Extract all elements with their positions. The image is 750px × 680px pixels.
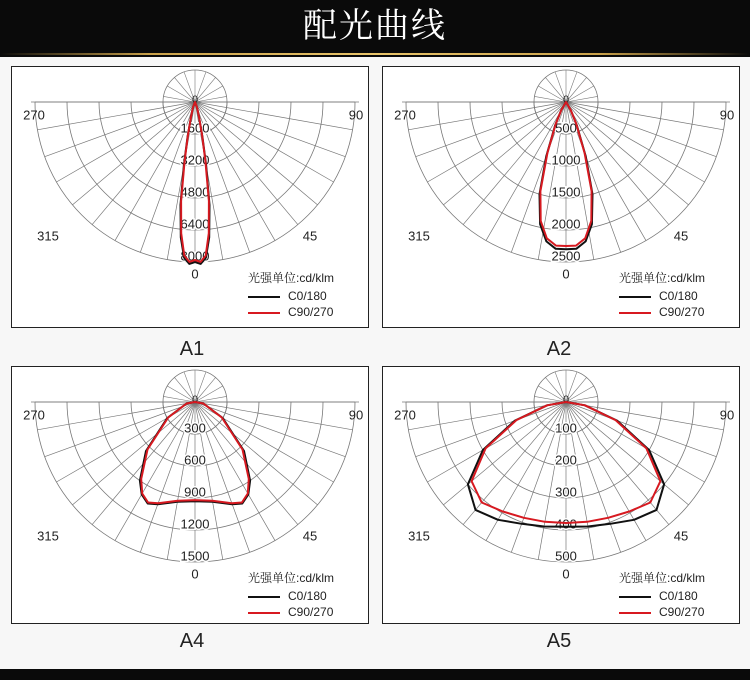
angle-label-315: 315 [408, 228, 430, 244]
angle-label-90: 90 [348, 407, 364, 423]
legend-label-c0: C0/180 [659, 589, 698, 604]
polar-chart-a2 [383, 67, 741, 329]
grid-spoke-upper [566, 77, 587, 102]
angle-label-bottom: 0 [191, 266, 199, 282]
radial-tick-label: 300 [555, 484, 577, 500]
angle-label-270: 270 [23, 407, 45, 423]
radial-tick-label: 6400 [180, 216, 210, 232]
angle-label-45: 45 [302, 228, 318, 244]
panel-caption-a2: A2 [546, 338, 572, 360]
legend-unit-label: 光强单位:cd/klm [248, 571, 335, 586]
legend-label-c90: C90/270 [659, 605, 705, 620]
legend-unit-label: 光强单位:cd/klm [619, 271, 706, 286]
grid-spoke-upper [195, 77, 216, 102]
panel-caption-a4: A4 [179, 630, 205, 652]
polar-chart-a1 [12, 67, 370, 329]
angle-label-270: 270 [23, 107, 45, 123]
angle-label-90: 90 [719, 107, 735, 123]
radial-tick-label: 1200 [180, 516, 210, 532]
chart-panel-a5 [382, 366, 740, 624]
grid-spoke-upper [195, 377, 216, 402]
angle-label-top: 0 [191, 93, 199, 106]
legend-label-c0: C0/180 [288, 589, 327, 604]
panel-caption-a5: A5 [546, 630, 572, 652]
legend-unit-label: 光强单位:cd/klm [619, 571, 706, 586]
chart-panel-a4 [11, 366, 369, 624]
radial-tick-label: 1600 [180, 120, 210, 136]
radial-tick-label: 2500 [551, 248, 581, 264]
bottom-bar [0, 669, 750, 680]
angle-label-270: 270 [394, 407, 416, 423]
page-title: 配光曲线 [303, 6, 447, 46]
angle-label-90: 90 [348, 107, 364, 123]
radial-tick-label: 600 [184, 452, 206, 468]
angle-label-bottom: 0 [562, 566, 570, 582]
angle-label-45: 45 [673, 528, 689, 544]
radial-tick-label: 500 [555, 548, 577, 564]
angle-label-315: 315 [408, 528, 430, 544]
radial-tick-label: 400 [555, 516, 577, 532]
radial-tick-label: 100 [555, 420, 577, 436]
radial-tick-label: 8000 [180, 248, 210, 264]
angle-label-bottom: 0 [562, 266, 570, 282]
legend-unit-label: 光强单位:cd/klm [248, 271, 335, 286]
chart-panel-a1 [11, 66, 369, 328]
polar-chart-a5 [383, 367, 741, 625]
angle-label-45: 45 [673, 228, 689, 244]
legend-label-c0: C0/180 [659, 289, 698, 304]
angle-label-315: 315 [37, 528, 59, 544]
radial-tick-label: 300 [184, 420, 206, 436]
legend-label-c0: C0/180 [288, 289, 327, 304]
legend-label-c90: C90/270 [659, 305, 705, 320]
radial-tick-label: 2000 [551, 216, 581, 232]
angle-label-315: 315 [37, 228, 59, 244]
angle-label-45: 45 [302, 528, 318, 544]
radial-tick-label: 500 [555, 120, 577, 136]
radial-tick-label: 3200 [180, 152, 210, 168]
radial-tick-label: 4800 [180, 184, 210, 200]
polar-chart-a4 [12, 367, 370, 625]
angle-label-top: 0 [191, 393, 199, 406]
legend-label-c90: C90/270 [288, 605, 334, 620]
angle-label-bottom: 0 [191, 566, 199, 582]
angle-label-90: 90 [719, 407, 735, 423]
grid-spoke-upper [566, 377, 587, 402]
radial-tick-label: 900 [184, 484, 206, 500]
radial-tick-label: 1500 [180, 548, 210, 564]
angle-label-top: 0 [562, 93, 570, 106]
angle-label-270: 270 [394, 107, 416, 123]
title-divider [0, 53, 750, 55]
radial-tick-label: 1000 [551, 152, 581, 168]
chart-panel-a2 [382, 66, 740, 328]
panel-caption-a1: A1 [179, 338, 205, 360]
angle-label-top: 0 [562, 393, 570, 406]
radial-tick-label: 200 [555, 452, 577, 468]
radial-tick-label: 1500 [551, 184, 581, 200]
legend-label-c90: C90/270 [288, 305, 334, 320]
